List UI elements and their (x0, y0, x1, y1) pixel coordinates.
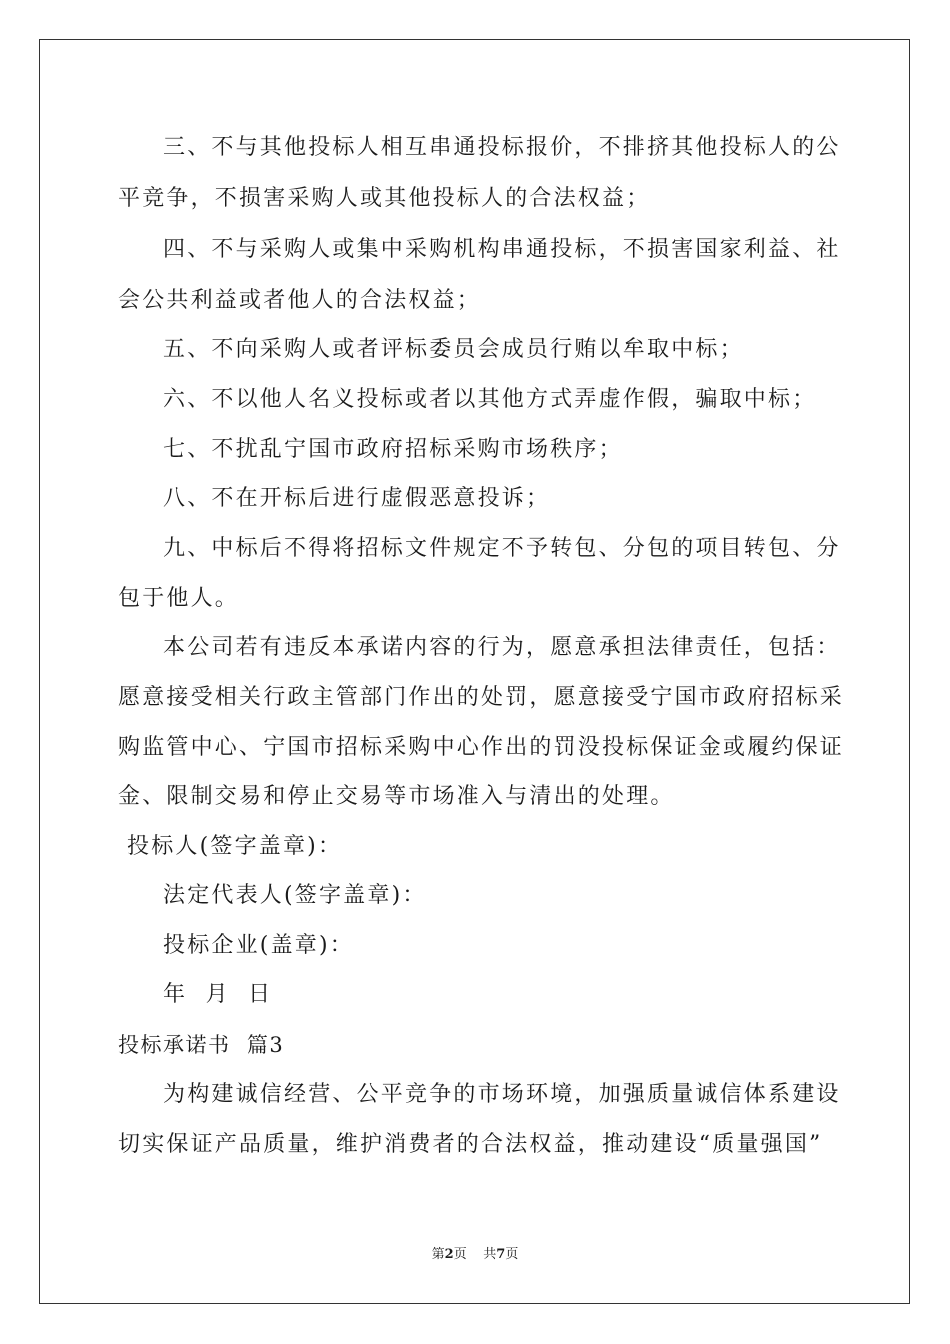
page-prefix: 第 (431, 1247, 445, 1262)
liability-line-4: 金、限制交易和停止交易等市场准入与清出的处理。 (118, 784, 675, 809)
clause-4-line-1: 四、不与采购人或集中采购机构串通投标，不损害国家利益、社 (163, 237, 841, 262)
section3-para-line-1: 为构建诚信经营、公平竞争的市场环境，加强质量诚信体系建设 (163, 1082, 841, 1107)
legal-representative-label: 法定代表人(签字盖章)： (163, 883, 427, 908)
bidding-company-label: 投标企业(盖章)： (163, 933, 354, 958)
clause-5: 五、不向采购人或者评标委员会成员行贿以牟取中标； (163, 337, 744, 362)
clause-9-line-2: 包于他人。 (118, 586, 240, 611)
liability-line-3: 购监管中心、宁国市招标采购中心作出的罚没投标保证金或履约保证 (118, 735, 845, 760)
clause-6: 六、不以他人名义投标或者以其他方式弄虚作假，骗取中标； (163, 387, 817, 412)
clause-4-line-2: 会公共利益或者他人的合法权益； (118, 288, 482, 313)
page-border (39, 39, 910, 1304)
page-suffix: 页 (453, 1247, 467, 1262)
liability-line-2: 愿意接受相关行政主管部门作出的处罚，愿意接受宁国市政府招标采 (118, 685, 845, 710)
date-line: 年 月 日 (163, 982, 273, 1007)
liability-line-1: 本公司若有违反本承诺内容的行为，愿意承担法律责任，包括： (163, 635, 841, 660)
total-prefix: 共 (483, 1247, 497, 1262)
current-page-number: 2 (444, 1247, 454, 1262)
clause-3-line-2: 平竞争，不损害采购人或其他投标人的合法权益； (118, 186, 651, 211)
total-suffix: 页 (505, 1247, 519, 1262)
page-footer (0, 1246, 950, 1264)
clause-7: 七、不扰乱宁国市政府招标采购市场秩序； (163, 437, 623, 462)
bidder-signature-label: 投标人(签字盖章)： (127, 834, 343, 859)
section3-para-line-2: 切实保证产品质量，维护消费者的合法权益，推动建设“质量强国” (118, 1132, 823, 1157)
clause-8: 八、不在开标后进行虚假恶意投诉； (163, 486, 551, 511)
clause-9-line-1: 九、中标后不得将招标文件规定不予转包、分包的项目转包、分 (163, 536, 841, 561)
total-page-number: 7 (496, 1247, 506, 1262)
section-heading: 投标承诺书 篇3 (118, 1033, 285, 1057)
clause-3-line-1: 三、不与其他投标人相互串通投标报价，不排挤其他投标人的公 (163, 135, 841, 160)
